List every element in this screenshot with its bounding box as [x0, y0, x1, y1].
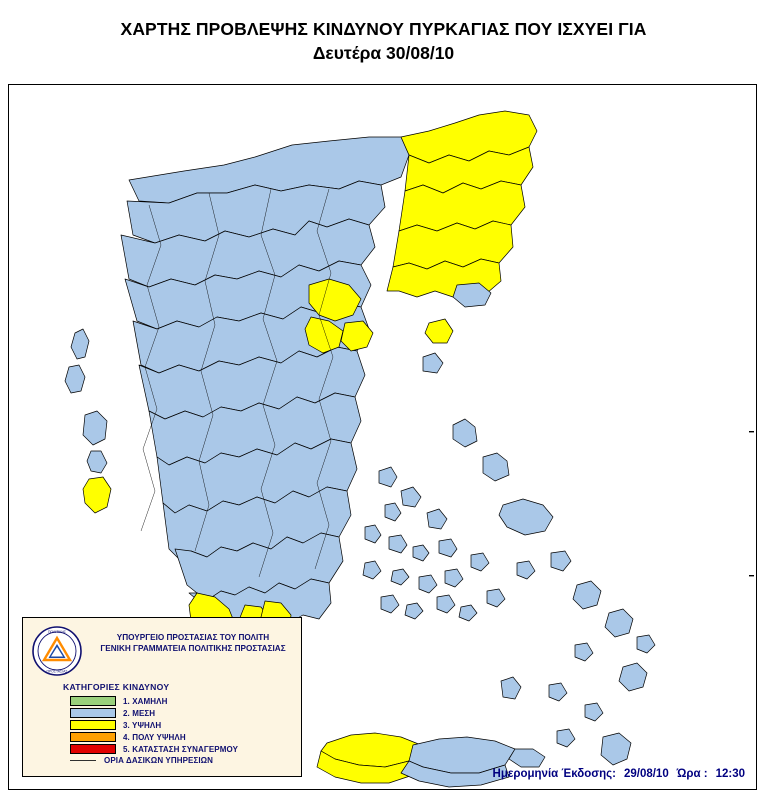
- map-islands-aegean: [363, 283, 655, 721]
- legend-categories-title: ΚΑΤΗΓΟΡΙΕΣ ΚΙΝΔΥΝΟΥ: [63, 682, 170, 692]
- map-islands-ionian: [65, 329, 107, 473]
- legend-item-high: [70, 719, 290, 731]
- civil-protection-emblem-icon: [31, 625, 83, 677]
- legend-label-high: 3. ΥΨΗΛΗ: [123, 720, 162, 730]
- issue-time-value: 12:30: [715, 768, 745, 780]
- legend-category-list: [70, 695, 290, 755]
- svg-text:ΠΡΟΣΤΑΣΙΑΣ: ΠΡΟΣΤΑΣΙΑΣ: [46, 669, 68, 674]
- issue-info: [485, 768, 745, 780]
- map-edge-ticks: [749, 431, 754, 576]
- legend-panel: [22, 617, 302, 777]
- legend-item-very-high: [70, 731, 290, 743]
- map-islands-dodecanese-south: [557, 729, 631, 765]
- issue-time-label: Ώρα :: [676, 768, 708, 780]
- legend-ministry-text: [89, 632, 297, 654]
- map-islands-ionian-high-risk: [83, 477, 111, 513]
- map-regions-high-risk-north: [387, 111, 537, 297]
- legend-swatch-very-high: [70, 732, 116, 742]
- legend-label-low: 1. ΧΑΜΗΛΗ: [123, 696, 168, 706]
- ministry-line-1: ΥΠΟΥΡΓΕΙΟ ΠΡΟΣΤΑΣΙΑΣ ΤΟΥ ΠΟΛΙΤΗ: [116, 633, 270, 642]
- map-regions-medium-risk: [121, 137, 409, 625]
- boundary-line-icon: [70, 760, 96, 761]
- issue-date-label: Ημερομηνία Έκδοσης:: [492, 768, 616, 780]
- legend-item-low: [70, 695, 290, 707]
- issue-date-value: 29/08/10: [623, 768, 669, 780]
- legend-swatch-low: [70, 696, 116, 706]
- title-line-2: Δευτέρα 30/08/10: [312, 43, 455, 63]
- legend-item-medium: [70, 707, 290, 719]
- legend-swatch-alert: [70, 744, 116, 754]
- map-frame[interactable]: [8, 84, 757, 790]
- legend-item-alert: [70, 743, 290, 755]
- legend-swatch-medium: [70, 708, 116, 718]
- ministry-line-2: ΓΕΝΙΚΗ ΓΡΑΜΜΑΤΕΙΑ ΠΟΛΙΤΙΚΗΣ ΠΡΟΣΤΑΣΙΑΣ: [100, 644, 286, 653]
- legend-swatch-high: [70, 720, 116, 730]
- page-title: [0, 18, 767, 64]
- title-line-1: ΧΑΡΤΗΣ ΠΡΟΒΛΕΨΗΣ ΚΙΝΔΥΝΟΥ ΠΥΡΚΑΓΙΑΣ ΠΟΥ ΙΣΧΥΕΙ ΓΙΑ: [120, 19, 647, 39]
- legend-label-alert: 5. ΚΑΤΑΣΤΑΣΗ ΣΥΝΑΓΕΡΜΟΥ: [123, 744, 238, 754]
- legend-label-boundaries: ΟΡΙΑ ΔΑΣΙΚΩΝ ΥΠΗΡΕΣΙΩΝ: [104, 756, 214, 765]
- legend-label-very-high: 4. ΠΟΛΥ ΥΨΗΛΗ: [123, 732, 186, 742]
- legend-item-boundaries: [70, 756, 213, 765]
- legend-label-medium: 2. ΜΕΣΗ: [123, 708, 156, 718]
- svg-text:ΠΟΛΙΤΙΚΗΣ: ΠΟΛΙΤΙΚΗΣ: [47, 630, 67, 634]
